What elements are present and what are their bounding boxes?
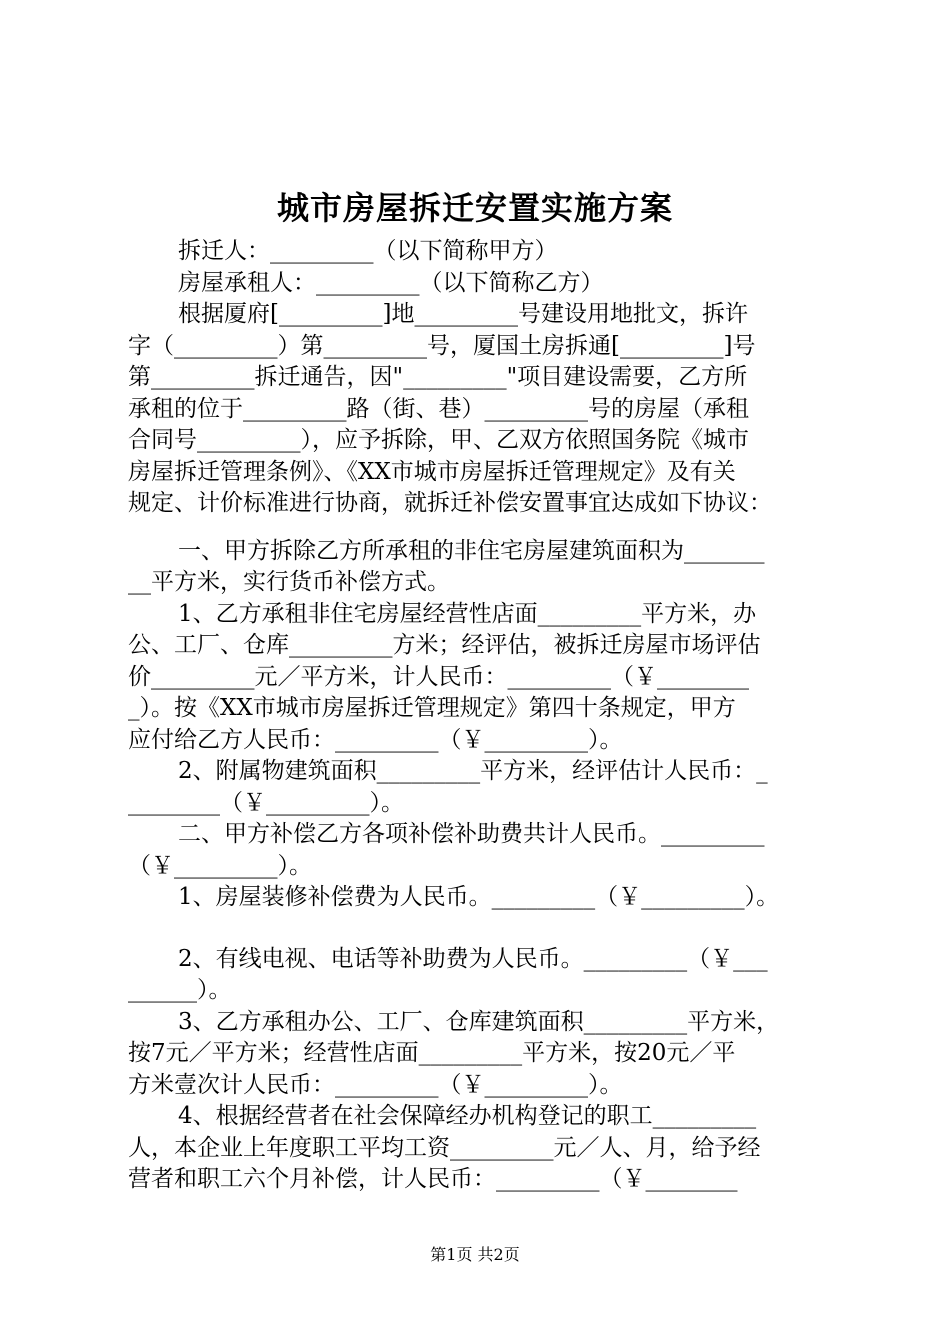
text-line: 3、乙方承租办公、工厂、仓库建筑面积_________平方米，: [178, 1008, 780, 1035]
text-line: __平方米，实行货币补偿方式。: [128, 569, 450, 595]
text-line: _）。按《XX市城市房屋拆迁管理规定》第四十条规定，甲方: [128, 695, 736, 721]
text-line: 应付给乙方人民币：_________（￥_________）。: [128, 726, 623, 753]
text-line: 拆迁人：_________（以下简称甲方）: [178, 238, 558, 264]
text-line: 价_________元／平方米，计人民币：_________（￥________: [128, 663, 749, 690]
text-line: 规定、计价标准进行协商，就拆迁补偿安置事宜达成如下协议：: [128, 490, 772, 516]
text-line: 合同号_________），应予拆除，甲、乙双方依照国务院《城市: [128, 427, 749, 453]
text-line: 2、有线电视、电话等补助费为人民币。_________（￥___: [178, 945, 768, 972]
text-line: 公、工厂、仓库_________方米；经评估，被拆迁房屋市场评估: [128, 632, 761, 658]
text-line: ________（￥_________）。: [128, 789, 404, 816]
text-line: 二、甲方补偿乙方各项补偿补助费共计人民币。_________: [178, 821, 765, 847]
text-line: 按7元／平方米；经营性店面_________平方米，按20元／平: [128, 1040, 736, 1066]
text-line: 人，本企业上年度职工平均工资_________元／人、月，给予经: [128, 1134, 761, 1161]
text-line: 承租的位于_________路（街、巷）_________号的房屋（承租: [128, 395, 749, 422]
document-title: 城市房屋拆迁安置实施方案: [276, 189, 673, 227]
text-line: 方米壹次计人民币：_________（￥_________）。: [128, 1071, 623, 1098]
text-line: 房屋承租人：_________（以下简称乙方）: [178, 269, 604, 296]
text-line: 1、房屋装修补偿费为人民币。_________（￥_________）。: [178, 884, 780, 910]
paragraph-gap: [128, 914, 840, 944]
paragraph-gap: [128, 520, 840, 536]
text-line: ______）。: [128, 977, 232, 1003]
text-line: 字（_________）第_________号，厦国土房拆通[_________]号: [128, 332, 756, 359]
text-line: 第_________拆迁通告，因"_________"项目建设需要，乙方所: [128, 364, 748, 390]
document-body: [128, 236, 840, 1196]
text-line: 一、甲方拆除乙方所承租的非住宅房屋建筑面积为_______: [178, 537, 765, 564]
text-line: 1、乙方承租非住宅房屋经营性店面_________平方米，办: [178, 600, 757, 627]
text-line: 营者和职工六个月补偿，计人民币：_________（￥________: [128, 1166, 738, 1192]
text-line: 4、根据经营者在社会保障经办机构登记的职工_________: [178, 1103, 757, 1129]
text-line: 房屋拆迁管理条例》、《XX市城市房屋拆迁管理规定》及有关: [128, 458, 736, 485]
text-line: 2、附属物建筑面积_________平方米，经评估计人民币：_: [178, 758, 768, 784]
text-line: 根据厦府[_________]地_________号建设用地批文，拆许: [178, 301, 748, 327]
text-line: （￥_________）。: [128, 852, 312, 879]
page-footer: 第1页 共2页: [430, 1245, 520, 1264]
